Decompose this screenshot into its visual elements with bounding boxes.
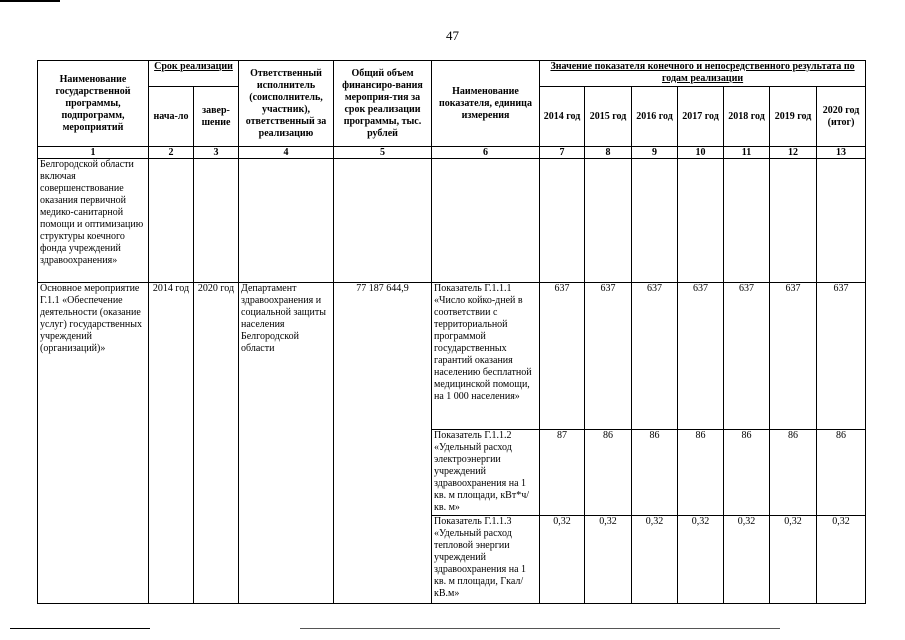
program-table [37,60,866,604]
indicator-value: 0,32 [678,516,724,604]
header-start: нача-ло [149,87,194,147]
indicator-value: 637 [817,283,866,430]
indicator-value: 0,32 [724,516,770,604]
col-number: 4 [239,147,334,159]
header-funding: Общий объем финансиро-вания мероприя-тия за срок реализации программы, тыс. рублей [334,61,432,147]
header-name: Наименование государственной программы, подпрограмм, мероприятий [38,61,149,147]
indicator-value: 0,32 [540,516,585,604]
indicator-value: 87 [540,430,585,516]
col-number: 1 [38,147,149,159]
indicator-value: 86 [724,430,770,516]
indicator-name: Показатель Г.1.1.1 «Число койко-дней в соответствии с территориальной программой государственных гарантий оказания населению бесплатной медицинской помощи, на 1 000 населения» [432,283,540,430]
indicator-value: 86 [770,430,817,516]
indicator-value: 0,32 [770,516,817,604]
col-number: 6 [432,147,540,159]
header-year-2016: 2016 год [632,87,678,147]
indicator-value: 86 [585,430,632,516]
indicator-value: 0,32 [632,516,678,604]
header-year-2019: 2019 год [770,87,817,147]
indicator-value: 637 [585,283,632,430]
header-period: Срок реализации [149,61,239,87]
header-values-group: Значение показателя конечного и непосредственного результата по годам реализации [540,61,866,87]
indicator-value: 86 [817,430,866,516]
indicator-value: 637 [678,283,724,430]
header-year-2014: 2014 год [540,87,585,147]
indicator-value: 86 [632,430,678,516]
indicator-value: 0,32 [817,516,866,604]
indicator-value: 86 [678,430,724,516]
indicator-name: Показатель Г.1.1.3 «Удельный расход тепловой энергии учреждений здравоохранения на 1 кв. м площади, Гкал/кВ.м» [432,516,540,604]
header-year-2015: 2015 год [585,87,632,147]
col-number: 10 [678,147,724,159]
col-number: 9 [632,147,678,159]
page-number: 47 [446,28,459,43]
col-number: 12 [770,147,817,159]
indicator-row [38,283,866,430]
column-number-row [38,147,866,159]
activity-start: 2014 год [149,283,194,604]
activity-executor: Департамент здравоохранения и социальной защиты населения Белгородской области [239,283,334,604]
indicator-name: Показатель Г.1.1.2 «Удельный расход электроэнергии учреждений здравоохранения на 1 кв. м площади, кВт*ч/кв. м» [432,430,540,516]
col-number: 2 [149,147,194,159]
col-number: 5 [334,147,432,159]
header-year-2017: 2017 год [678,87,724,147]
indicator-value: 637 [632,283,678,430]
indicator-value: 637 [540,283,585,430]
col-number: 8 [585,147,632,159]
scan-bottom-mark [10,628,150,629]
scan-bottom-mark [300,628,780,629]
indicator-value: 637 [724,283,770,430]
header-end: завер-шение [194,87,239,147]
header-year-2018: 2018 год [724,87,770,147]
col-number: 7 [540,147,585,159]
col-number: 13 [817,147,866,159]
col-number: 11 [724,147,770,159]
continuation-name: Белгородской области включая совершенствование оказания первичной медико-санитарной помощи и оптимизацию структуры коечного фонда учреждений здравоохранения» [38,159,149,283]
header-year-2020: 2020 год (итог) [817,87,866,147]
activity-funding: 77 187 644,9 [334,283,432,604]
scan-top-mark [0,0,60,2]
indicator-value: 637 [770,283,817,430]
continuation-row [38,159,866,283]
header-indicator: Наименование показателя, единица измерения [432,61,540,147]
col-number: 3 [194,147,239,159]
header-executor: Ответственный исполнитель (соисполнитель, участник), ответственный за реализацию [239,61,334,147]
activity-end: 2020 год [194,283,239,604]
activity-name: Основное мероприятие Г.1.1 «Обеспечение деятельности (оказание услуг) государственных учреждений (организаций)» [38,283,149,604]
indicator-value: 0,32 [585,516,632,604]
